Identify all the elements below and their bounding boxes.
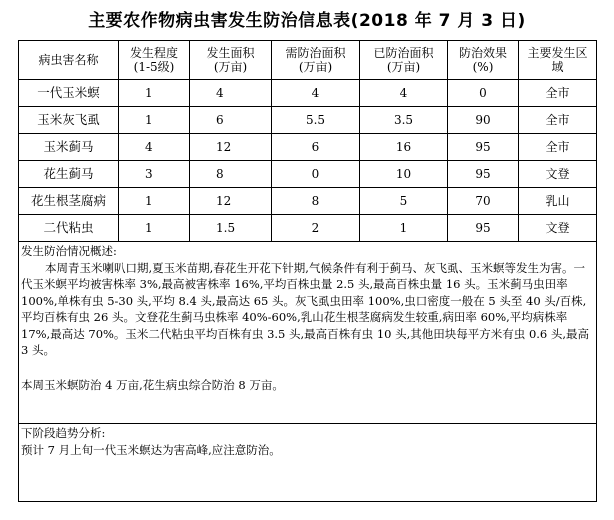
cell-occurrence-area: 1.5 [190, 215, 272, 242]
header-control-effect: 防治效果 (%) [448, 41, 519, 80]
cell-controlled-area: 3.5 [360, 107, 448, 134]
cell-controlled-area: 5 [360, 188, 448, 215]
cell-pest-name: 玉米蓟马 [19, 134, 119, 161]
table-row [19, 215, 597, 242]
cell-pest-name: 花生蓟马 [19, 161, 119, 188]
pest-info-table [18, 40, 597, 502]
forecast-section [19, 424, 597, 502]
cell-control-effect: 90 [448, 107, 519, 134]
cell-control-effect: 95 [448, 215, 519, 242]
cell-main-region: 全市 [519, 107, 597, 134]
cell-controlled-area: 10 [360, 161, 448, 188]
cell-pest-name: 玉米灰飞虱 [19, 107, 119, 134]
header-controlled-area: 已防治面积 (万亩) [360, 41, 448, 80]
cell-main-region: 乳山 [519, 188, 597, 215]
cell-control-effect: 95 [448, 161, 519, 188]
cell-occurrence-area: 12 [190, 188, 272, 215]
cell-main-region: 全市 [519, 80, 597, 107]
header-severity: 发生程度 (1-5级) [119, 41, 190, 80]
cell-severity: 3 [119, 161, 190, 188]
cell-severity: 1 [119, 215, 190, 242]
cell-need-control-area: 2 [272, 215, 360, 242]
cell-occurrence-area: 6 [190, 107, 272, 134]
forecast-row [19, 424, 597, 502]
cell-pest-name: 二代粘虫 [19, 215, 119, 242]
cell-need-control-area: 5.5 [272, 107, 360, 134]
table-row [19, 188, 597, 215]
cell-main-region: 全市 [519, 134, 597, 161]
header-need-control-area: 需防治面积 (万亩) [272, 41, 360, 80]
cell-control-effect: 70 [448, 188, 519, 215]
cell-need-control-area: 8 [272, 188, 360, 215]
forecast-heading: 下阶段趋势分析: [21, 426, 106, 440]
cell-main-region: 文登 [519, 161, 597, 188]
cell-occurrence-area: 8 [190, 161, 272, 188]
header-main-region: 主要发生区 域 [519, 41, 597, 80]
forecast-body: 预计 7 月上旬一代玉米螟达为害高峰,应注意防治。 [21, 442, 281, 457]
cell-controlled-area: 1 [360, 215, 448, 242]
table-row [19, 80, 597, 107]
cell-need-control-area: 0 [272, 161, 360, 188]
cell-pest-name: 一代玉米螟 [19, 80, 119, 107]
overview-section [19, 242, 597, 424]
cell-severity: 1 [119, 80, 190, 107]
cell-need-control-area: 6 [272, 134, 360, 161]
overview-row [19, 242, 597, 424]
header-occurrence-area: 发生面积 (万亩) [190, 41, 272, 80]
cell-severity: 1 [119, 188, 190, 215]
overview-heading: 发生防治情况概述: [21, 244, 117, 258]
cell-need-control-area: 4 [272, 80, 360, 107]
cell-occurrence-area: 12 [190, 134, 272, 161]
cell-control-effect: 95 [448, 134, 519, 161]
overview-body: 本周青玉米喇叭口期,夏玉米苗期,春花生开花下针期,气候条件有利于蓟马、灰飞虱、玉米螟等发生为害。一代玉米螟平均被害株率 3%,最高被害株率 16%,平均百株虫量 2.5 头,最高百株虫量 16 头。玉米蓟马虫田率 100%,单株有虫 5-30 头,平均 8.4 头,最高达 65 头。灰飞虱虫田率 100%,虫口密度一般在 5 头至 40 头/百株,平均百株有虫 26 头。文登花生蓟马虫株率 40%-60%,乳山花生根茎腐病发生较重,病田率 60%,平均病株率 17%,最高达 70%。玉米二代粘虫平均百株有虫 3.5 头,最高百株有虫 10 头,其他田块每平方米有虫 0.6 头,最高 3 头。 [21, 260, 590, 357]
overview-summary: 本周玉米螟防治 4 万亩,花生病虫综合防治 8 万亩。 [21, 377, 284, 392]
cell-main-region: 文登 [519, 215, 597, 242]
header-pest-name: 病虫害名称 [19, 41, 119, 80]
cell-controlled-area: 16 [360, 134, 448, 161]
cell-occurrence-area: 4 [190, 80, 272, 107]
cell-controlled-area: 4 [360, 80, 448, 107]
table-row [19, 161, 597, 188]
table-header-row [19, 41, 597, 80]
cell-severity: 1 [119, 107, 190, 134]
page-title: 主要农作物病虫害发生防治信息表(2018 年 7 月 3 日) [88, 11, 526, 31]
table-row [19, 134, 597, 161]
cell-control-effect: 0 [448, 80, 519, 107]
cell-pest-name: 花生根茎腐病 [19, 188, 119, 215]
cell-severity: 4 [119, 134, 190, 161]
table-row [19, 107, 597, 134]
